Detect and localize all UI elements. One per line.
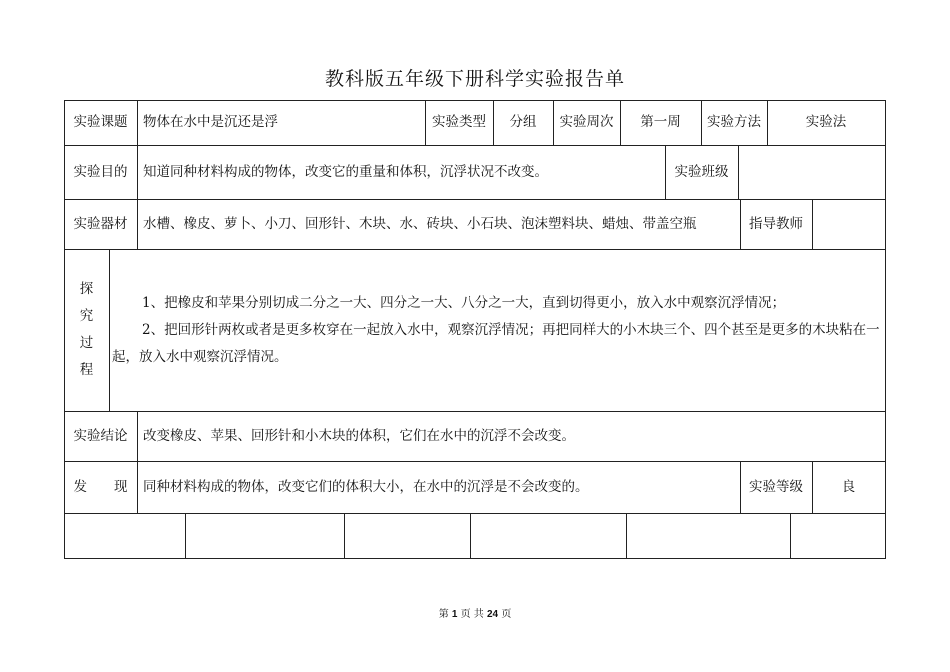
- topic-label: 实验课题: [73, 114, 128, 131]
- page-footer: [0, 605, 950, 620]
- process-content: [112, 290, 882, 371]
- conclusion-value: 改变橡皮、苹果、回形针和小木块的体积，它们在水中的沉浮不会改变。: [143, 427, 575, 444]
- process-label-char: 究: [79, 308, 94, 324]
- footer-middle: 页 共: [460, 609, 484, 620]
- footer-page-number: 1: [451, 609, 458, 620]
- class-label: 实验班级: [674, 163, 729, 180]
- finding-value: 同种材料构成的物体，改变它们的体积大小，在水中的沉浮是不会改变的。: [143, 478, 589, 495]
- footer-total-pages: 24: [487, 609, 499, 620]
- grade-label: 实验等级: [749, 478, 803, 495]
- page-title: 教科版五年级下册科学实验报告单: [324, 68, 625, 90]
- teacher-label: 指导教师: [749, 215, 803, 232]
- footer-prefix: 第: [438, 609, 449, 620]
- process-label-char: 程: [79, 362, 94, 378]
- method-label: 实验方法: [707, 114, 761, 131]
- method-value: 实验法: [805, 114, 847, 131]
- purpose-value: 知道同种材料构成的物体，改变它的重量和体积，沉浮状况不改变。: [143, 163, 548, 180]
- topic-value: 物体在水中是沉还是浮: [143, 114, 278, 131]
- equipment-value: 水槽、橡皮、萝卜、小刀、回形针、木块、水、砖块、小石块、泡沫塑料块、蜡烛、带盖空瓶: [143, 215, 697, 232]
- week-value: 第一周: [640, 114, 681, 131]
- footer-suffix: 页: [501, 609, 512, 620]
- process-step-2: 2、把回形针两枚或者是更多枚穿在一起放入水中，观察沉浮情况；再把同样大的小木块三个、四个甚至是更多的木块粘在一起，放入水中观察沉浮情况。: [112, 322, 880, 365]
- class-value: [738, 145, 885, 199]
- finding-label: 发 现: [73, 478, 128, 495]
- type-value: 分组: [509, 114, 537, 131]
- process-step-1: 1、把橡皮和苹果分别切成二分之一大、四分之一大、八分之一大，直到切得更小，放入水中观察沉浮情况；: [142, 295, 786, 311]
- purpose-label: 实验目的: [73, 163, 128, 180]
- teacher-value: [812, 199, 885, 249]
- week-label: 实验周次: [559, 114, 614, 131]
- process-label-char: 探: [79, 281, 94, 297]
- process-label: [64, 249, 109, 411]
- conclusion-label: 实验结论: [73, 427, 128, 444]
- equipment-label: 实验器材: [73, 215, 128, 232]
- process-label-char: 过: [79, 335, 94, 351]
- grade-value: 良: [841, 478, 856, 495]
- type-label: 实验类型: [432, 114, 486, 131]
